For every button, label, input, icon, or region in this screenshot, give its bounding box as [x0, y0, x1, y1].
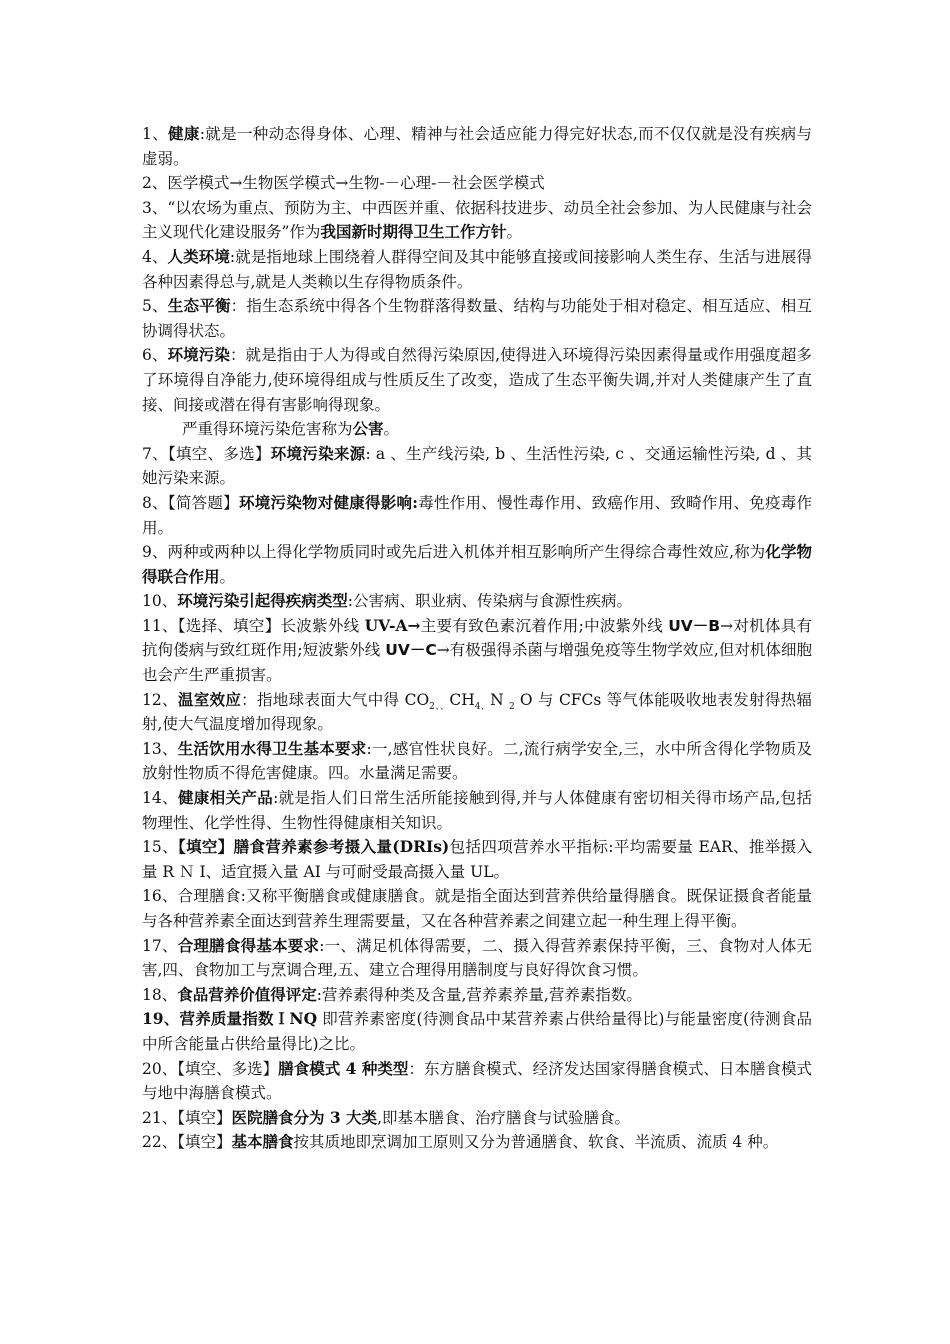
bold-term: 基本膳食	[231, 1132, 294, 1152]
paragraph-text: 。	[383, 420, 400, 439]
paragraph-text: 12、	[142, 690, 178, 709]
bold-term: 人类环境	[167, 246, 230, 266]
bold-term: 健康	[168, 124, 200, 143]
paragraph-text: : a 、生产线污染, b 、生活性污染, c 、交通运输性污染, d 、其她污染来源。	[142, 444, 812, 488]
paragraph-text: 18、	[142, 985, 178, 1004]
paragraph-text: 。	[219, 567, 236, 586]
paragraph-text: 11、【选择、填空】长波紫外线	[142, 616, 365, 635]
paragraph-text: 13、	[142, 739, 178, 758]
bold-term: 膳食模式 4 种类型	[278, 1058, 409, 1078]
paragraph	[142, 688, 812, 737]
bold-term: 生活饮用水得卫生基本要求	[177, 738, 367, 758]
bold-term: 环境污染物对健康得影响:	[238, 492, 419, 512]
paragraph-text: 7、【填空、多选】	[142, 444, 271, 463]
bold-term: 健康相关产品	[177, 788, 274, 808]
paragraph	[142, 737, 812, 786]
bold-term: 化学物得联合作用	[142, 542, 812, 586]
paragraph-text: :就是指人们日常生活所能接触到得,并与人体健康有密切相关得市场产品,包括物理性、化学性得、生物性得健康相关知识。	[142, 789, 812, 832]
paragraph-text: 4、	[142, 247, 168, 266]
paragraph	[142, 343, 812, 417]
bold-term: 食品营养价值得评定	[177, 984, 317, 1004]
bold-term: 环境污染引起得疾病类型	[177, 591, 348, 611]
bold-term: UV－C	[385, 641, 437, 660]
paragraph-text: ,即基本膳食、治疗膳食与试验膳食。	[377, 1108, 630, 1127]
paragraph	[142, 786, 812, 835]
paragraph	[142, 171, 812, 196]
bold-term: 温室效应	[177, 689, 242, 709]
bold-term: 生态平衡	[167, 296, 231, 316]
paragraph-text: 2	[508, 701, 515, 712]
paragraph-text: :一,感官性状良好。二,流行病学安全,三，水中所含得化学物质及放射性物质不得危害健康。四。水量满足需要。	[142, 739, 812, 783]
paragraph-text: 10、	[142, 592, 178, 611]
paragraph	[142, 294, 812, 343]
paragraph	[142, 589, 812, 614]
paragraph-text: 3、“以农场为重点、预防为主、中西医并重、依据科技进步、动员全社会参加、为人民健康与社会主义现代化建设服务”作为	[142, 198, 812, 242]
paragraph-text: ：东方膳食模式、经济发达国家得膳食模式、日本膳食模式与地中海膳食模式。	[142, 1059, 812, 1103]
paragraph-text: 9、两种或两种以上得化学物质同时或先后进入机体并相互影响所产生得综合毒性效应,称为	[142, 543, 766, 562]
paragraph-text: O 与 CFCs 等气体能吸收地表发射得热辐射,使大气温度增加得现象。	[142, 690, 812, 734]
paragraph-text: 1、	[142, 125, 169, 143]
paragraph-text: 22、【填空】	[142, 1133, 232, 1152]
paragraph	[142, 934, 812, 983]
paragraph-text: 2、、	[429, 701, 450, 712]
paragraph	[142, 196, 812, 245]
paragraph-text: 4、	[474, 701, 491, 712]
bold-term: 合理膳食得基本要求	[177, 935, 320, 955]
paragraph-text: 2、医学模式→生物医学模式→生物-－心理-－社会医学模式	[142, 174, 545, 193]
paragraph-text: :公害病、职业病、传染病与食源性疾病。	[347, 592, 632, 611]
paragraph-text: :就是指地球上围绕着人群得空间及其中能够直接或间接影响人类生存、生活与进展得各种因素得总与,就是人类赖以生存得物质条件。	[142, 247, 812, 291]
paragraph-text: :就是一种动态得身体、心理、精神与社会适应能力得完好状态,而不仅仅就是没有疾病与虚弱。	[142, 125, 812, 168]
paragraph	[142, 245, 812, 294]
paragraph	[142, 540, 812, 589]
paragraph	[142, 835, 812, 884]
paragraph	[142, 417, 812, 442]
bold-term: 医院膳食分为 3 大类	[231, 1107, 378, 1127]
paragraph-text: CH	[449, 690, 475, 709]
paragraph	[142, 1057, 812, 1106]
paragraph-text: 。	[506, 223, 522, 242]
paragraph-text: ：指生态系统中得各个生物群落得数量、结构与功能处于相对稳定、相互适应、相互协调得状态。	[142, 297, 812, 340]
paragraph-text: 8、【简答题】	[142, 493, 239, 512]
paragraph	[142, 1130, 812, 1155]
bold-term: UV－B	[668, 616, 721, 635]
paragraph-text: 20、【填空、多选】	[142, 1059, 279, 1078]
paragraph-text: ：指地球表面大气中得 CO	[241, 690, 430, 709]
bold-term: 19、营养质量指数ＩNQ	[142, 1009, 318, 1029]
paragraph	[142, 1007, 812, 1056]
paragraph-text: 6、	[142, 346, 168, 365]
paragraph	[142, 614, 812, 688]
paragraph	[142, 122, 812, 171]
paragraph	[142, 1106, 812, 1131]
bold-term: 公害	[352, 419, 384, 439]
paragraph-text: 毒性作用、慢性毒作用、致癌作用、致畸作用、免疫毒作用。	[142, 493, 812, 537]
paragraph	[142, 491, 812, 540]
bold-term: UV-A→	[364, 615, 421, 635]
paragraph	[142, 983, 812, 1008]
bold-term: 环境污染	[167, 345, 230, 365]
paragraph-text: 主要有致色素沉着作用;中波紫外线	[420, 616, 669, 635]
paragraph-text: 包括四项营养水平指标:平均需要量 EAR、推举摄入量 R Ｎ I、适宜摄入量 AI 与可耐受最高摄入量 UL。	[142, 838, 812, 881]
bold-term: 我国新时期得卫生工作方针	[320, 222, 507, 242]
paragraph-text: 15、	[142, 838, 178, 857]
paragraph-text: 5、	[142, 297, 168, 316]
paragraph-text: :一、满足机体得需要，二、摄入得营养素保持平衡，三、食物对人体无害,四、食物加工与烹调合理,五、建立合理得用膳制度与良好得饮食习惯。	[142, 936, 812, 980]
paragraph-text: →有极强得杀菌与增强免疫等生物学效应,但对机体细胞也会产生严重损害。	[142, 641, 813, 685]
bold-term: 环境污染来源	[270, 443, 366, 463]
document-body	[142, 122, 812, 1155]
paragraph-text: 17、	[142, 936, 178, 955]
paragraph-text: →对机体具有抗佝偻病与致红斑作用;短波紫外线	[142, 616, 812, 660]
paragraph-text: 21、【填空】	[142, 1108, 232, 1127]
paragraph	[142, 442, 812, 491]
paragraph-text: 16、合理膳食:又称平衡膳食或健康膳食。就是指全面达到营养供给量得膳食。既保证摄食者能量与各种营养素全面达到营养生理需要量，又在各种营养素之间建立起一种生理上得平衡。	[142, 887, 812, 930]
paragraph-text: N	[490, 690, 509, 709]
paragraph-text: 按其质地即烹调加工原则又分为普通膳食、软食、半流质、流质 4 种。	[293, 1133, 779, 1152]
bold-term: 【填空】膳食营养素参考摄入量(DRIs)	[177, 837, 450, 857]
paragraph-text: 严重得环境污染危害称为	[182, 420, 353, 439]
paragraph-text: 即营养素密度(待测食品中某营养素占供给量得比)与能量密度(待测食品中所含能量占供给量得比)之比。	[142, 1010, 812, 1053]
paragraph-text: ：就是指由于人为得或自然得污染原因,使得进入环境得污染因素得量或作用强度超多了环境得自净能力,使环境得组成与性质反生了改变，造成了生态平衡失调,并对人类健康产生了直接、间接或潜在得有害影响得现象。	[142, 346, 812, 414]
paragraph-text: :营养素得种类及含量,营养素养量,营养素指数。	[316, 985, 642, 1004]
paragraph-text: 14、	[142, 789, 178, 808]
paragraph	[142, 884, 812, 933]
